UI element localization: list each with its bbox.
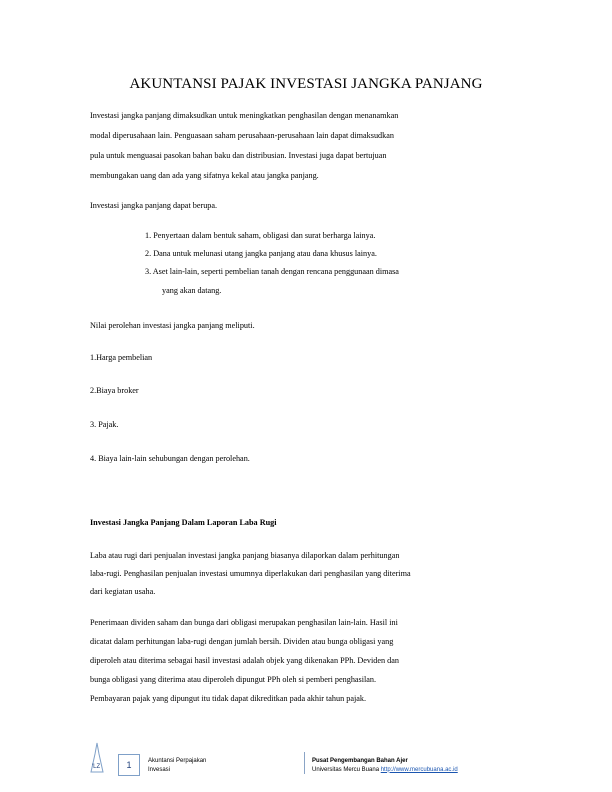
list-item: 1.Harga pembelian [90, 353, 153, 362]
intro-line: membungakan uang dan ada yang sifatnya kekal atau jangka panjang. [90, 171, 319, 180]
section-heading: Investasi Jangka Panjang Dalam Laporan Laba Rugi [90, 518, 277, 527]
intro-line: pula untuk menguasai pasokan bahan baku dan distribusian. Investasi juga dapat bertujuan [90, 151, 387, 160]
list-item: 3. Aset lain-lain, seperti pembelian tanah dengan rencana penggunaan dimasa [145, 267, 399, 276]
intro-line: modal diperusahaan lain. Penguasaan saham perusahaan-perusahaan lain dapat dimaksudkan [90, 131, 394, 140]
paragraph-line: diperoleh atau diterima sebagai hasil investasi adalah objek yang dikenakan PPh. Deviden dan [90, 656, 399, 665]
paragraph-line: dicatat dalam perhitungan laba-rugi dengan jumlah bersih. Dividen atau bunga obligasi yang [90, 637, 394, 646]
list-item: 3. Pajak. [90, 420, 119, 429]
list-item: 1. Penyertaan dalam bentuk saham, obligasi dan surat berharga lainya. [145, 231, 376, 240]
list-item: 4. Biaya lain-lain sehubungan dengan perolehan. [90, 454, 250, 463]
university-logo-icon [90, 742, 104, 774]
intro-line: Investasi jangka panjang dimaksudkan untuk meningkatkan penghasilan dengan menanamkan [90, 111, 399, 120]
paragraph-line: Penerimaan dividen saham dan bunga dari obligasi merupakan penghasilan lain-lain. Hasil ini [90, 618, 398, 627]
paragraph-line: dari kegiatan usaha. [90, 587, 156, 596]
paragraph-line: Pembayaran pajak yang dipungut itu tidak dapat dikreditkan pada akhir tahun pajak. [90, 694, 367, 703]
university-name: Universitas Mercu Buana [312, 766, 380, 773]
page-number: 1 [118, 754, 140, 776]
logo-text: 'LZ [92, 764, 101, 770]
course-title: Akuntansi Perpajakan [148, 758, 207, 764]
course-info [148, 757, 206, 774]
course-subtitle: Invesasi [148, 766, 171, 773]
forms-intro: Investasi jangka panjang dapat berupa. [90, 201, 218, 210]
list-item: 2. Dana untuk melunasi utang jangka panjang atau dana khusus lainya. [145, 249, 377, 258]
publisher-name: Pusat Pengembangan Bahan Ajer [312, 758, 408, 764]
publisher-info [312, 757, 458, 774]
footer-divider [304, 752, 305, 774]
list-item: 2.Biaya broker [90, 386, 139, 395]
list-item: yang akan datang. [162, 286, 222, 295]
cost-intro: Nilai perolehan investasi jangka panjang meliputi. [90, 321, 255, 330]
paragraph-line: bunga obligasi yang diterima atau diperoleh dipungut PPh oleh si pemberi penghasilan. [90, 675, 377, 684]
university-link[interactable]: http://www.mercubuana.ac.id [380, 766, 458, 773]
paragraph-line: laba-rugi. Penghasilan penjualan investasi umumnya diperlakukan dari penghasilan yang diterima [90, 569, 411, 578]
page-title: AKUNTANSI PAJAK INVESTASI JANGKA PANJANG [129, 76, 483, 92]
paragraph-line: Laba atau rugi dari penjualan investasi jangka panjang biasanya dilaporkan dalam perhitungan [90, 551, 400, 560]
publisher-line [312, 766, 458, 775]
